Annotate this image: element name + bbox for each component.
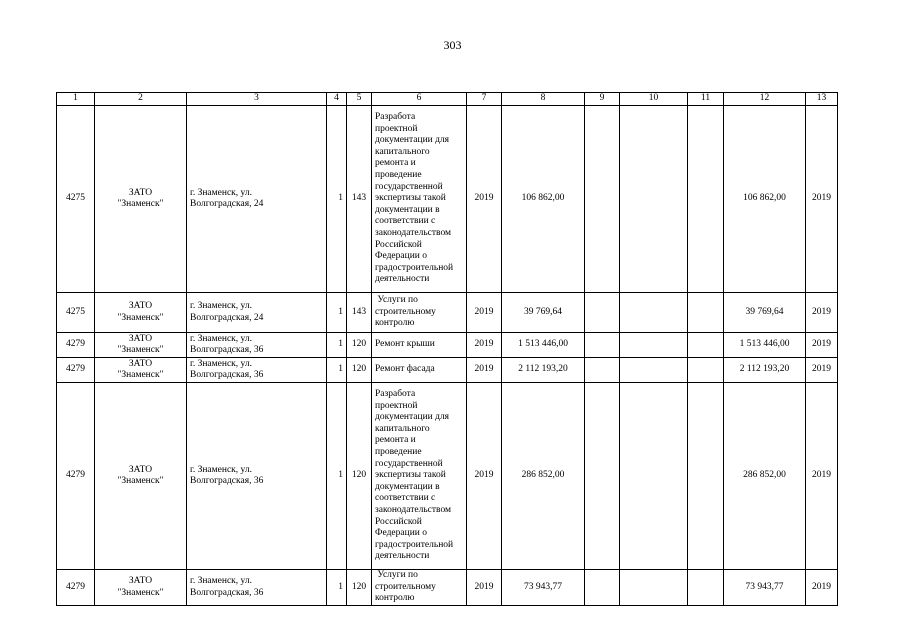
- cell-total-cost: 73 943,77: [502, 570, 585, 606]
- cell-col4: 1: [327, 383, 347, 570]
- cell-col4: 1: [327, 293, 347, 333]
- cell-year: 2019: [467, 293, 502, 333]
- work-type-line: проведение: [375, 170, 422, 181]
- cell-col5: 120: [347, 333, 372, 358]
- work-type-line: документации в: [375, 204, 440, 215]
- cell-municipality: [95, 383, 187, 570]
- column-header: 13: [806, 93, 838, 106]
- cell-address: [187, 570, 327, 606]
- work-type-line: Федерации о: [375, 528, 427, 539]
- cell-col11: [688, 570, 724, 606]
- work-type-line: экспертизы такой: [375, 470, 446, 481]
- work-type-line: Услуги по: [375, 570, 418, 581]
- cell-work-type: [372, 383, 467, 570]
- work-type-line: градостроительной: [375, 539, 454, 550]
- cell-year: 2019: [467, 106, 502, 293]
- cell-address-line: г. Знаменск, ул.: [190, 333, 252, 344]
- cell-municipality-line: "Знаменск": [117, 476, 164, 486]
- work-type-line: законодательством: [375, 504, 452, 515]
- work-type-line: документации в: [375, 481, 440, 492]
- work-type-line: Федерации о: [375, 251, 427, 262]
- cell-municipality-line: ЗАТО: [128, 358, 153, 369]
- cell-year: 2019: [467, 358, 502, 383]
- cell-municipality-line: "Знаменск": [117, 370, 164, 380]
- cell-total-cost: 286 852,00: [502, 383, 585, 570]
- column-header: 4: [327, 93, 347, 106]
- cell-col11: [688, 106, 724, 293]
- cell-municipality: [95, 333, 187, 358]
- cell-municipality-line: "Знаменск": [117, 587, 164, 598]
- column-header: 1: [57, 93, 95, 106]
- cell-municipality-line: ЗАТО: [128, 464, 153, 475]
- work-type-line: документации для: [375, 412, 450, 423]
- cell-col13-year: 2019: [806, 333, 838, 358]
- cell-address-line: Волгоградская, 36: [190, 587, 264, 598]
- cell-col13-year: 2019: [806, 293, 838, 333]
- cell-total-cost: 106 862,00: [502, 106, 585, 293]
- cell-object-id: 4275: [57, 293, 95, 333]
- cell-year: 2019: [467, 570, 502, 606]
- cell-col4: 1: [327, 570, 347, 606]
- cell-col10: [620, 358, 688, 383]
- cell-col11: [688, 383, 724, 570]
- cell-col12-cost: 106 862,00: [724, 106, 806, 293]
- cell-object-id: 4275: [57, 106, 95, 293]
- cell-address: [187, 293, 327, 333]
- column-header: 5: [347, 93, 372, 106]
- work-type-line: законодательством: [375, 227, 452, 238]
- column-header: 7: [467, 93, 502, 106]
- work-type-line: экспертизы такой: [375, 193, 446, 204]
- cell-work-type: [372, 333, 467, 358]
- cell-col12-cost: 39 769,64: [724, 293, 806, 333]
- cell-col5: 120: [347, 358, 372, 383]
- cell-col12-cost: 73 943,77: [724, 570, 806, 606]
- column-header: 10: [620, 93, 688, 106]
- cell-municipality: [95, 358, 187, 383]
- cell-address: [187, 358, 327, 383]
- column-header: 12: [724, 93, 806, 106]
- work-type-line: Услуги по: [375, 295, 418, 306]
- work-type-line: Разработа: [375, 112, 416, 123]
- column-header: 9: [585, 93, 620, 106]
- cell-address-line: г. Знаменск, ул.: [190, 464, 252, 475]
- table-row: [57, 106, 838, 293]
- cell-col13-year: 2019: [806, 358, 838, 383]
- cell-object-id: 4279: [57, 333, 95, 358]
- cell-col11: [688, 293, 724, 333]
- cell-total-cost: 39 769,64: [502, 293, 585, 333]
- table-row: [57, 333, 838, 358]
- cell-municipality-line: ЗАТО: [128, 301, 153, 311]
- work-type-line: ремонта и: [375, 158, 416, 169]
- work-type-line: Разработа: [375, 389, 416, 400]
- column-number-row: [57, 93, 838, 106]
- cell-col12-cost: 1 513 446,00: [724, 333, 806, 358]
- work-type-line: проектной: [375, 123, 418, 134]
- work-type-line: контролю: [375, 318, 415, 329]
- cell-address: [187, 383, 327, 570]
- cell-address-line: г. Знаменск, ул.: [190, 187, 252, 198]
- work-type-line: капитального: [375, 423, 430, 434]
- cell-municipality-line: ЗАТО: [128, 333, 153, 344]
- cell-col5: 120: [347, 570, 372, 606]
- cell-col10: [620, 106, 688, 293]
- work-type-line: деятельности: [375, 274, 430, 285]
- cell-address-line: Волгоградская, 24: [190, 199, 264, 209]
- cell-col9: [585, 106, 620, 293]
- cell-object-id: 4279: [57, 358, 95, 383]
- column-header: 8: [502, 93, 585, 106]
- work-type-line: деятельности: [375, 551, 430, 562]
- cell-col10: [620, 333, 688, 358]
- cell-col10: [620, 570, 688, 606]
- cell-object-id: 4279: [57, 570, 95, 606]
- work-type-line: государственной: [375, 458, 443, 469]
- cell-municipality-line: "Знаменск": [117, 312, 164, 323]
- work-type-line: контролю: [375, 593, 415, 604]
- cell-col9: [585, 358, 620, 383]
- work-type-line: соответствии с: [375, 493, 436, 504]
- cell-col9: [585, 293, 620, 333]
- cell-col9: [585, 333, 620, 358]
- work-type-line: проектной: [375, 400, 418, 411]
- work-type-line: государственной: [375, 181, 443, 192]
- column-header: 2: [95, 93, 187, 106]
- cell-municipality-line: ЗАТО: [128, 187, 153, 198]
- cell-col9: [585, 383, 620, 570]
- cell-col13-year: 2019: [806, 106, 838, 293]
- cell-col11: [688, 358, 724, 383]
- cell-col5: 120: [347, 383, 372, 570]
- work-type-line: соответствии с: [375, 216, 436, 227]
- cell-col11: [688, 333, 724, 358]
- table-row: [57, 383, 838, 570]
- cell-address: [187, 333, 327, 358]
- cell-address-line: г. Знаменск, ул.: [190, 301, 252, 311]
- cell-address-line: Волгоградская, 36: [190, 345, 264, 355]
- cell-municipality-line: "Знаменск": [117, 345, 164, 355]
- cell-col13-year: 2019: [806, 570, 838, 606]
- cell-col4: 1: [327, 333, 347, 358]
- cell-address-line: Волгоградская, 36: [190, 476, 264, 486]
- cell-total-cost: 2 112 193,20: [502, 358, 585, 383]
- work-type-line: Ремонт крыши: [375, 339, 435, 350]
- work-type-line: документации для: [375, 135, 450, 146]
- cell-year: 2019: [467, 333, 502, 358]
- cell-col10: [620, 293, 688, 333]
- cell-total-cost: 1 513 446,00: [502, 333, 585, 358]
- table-row: [57, 293, 838, 333]
- cell-col12-cost: 286 852,00: [724, 383, 806, 570]
- cell-address-line: г. Знаменск, ул.: [190, 358, 252, 369]
- cell-object-id: 4279: [57, 383, 95, 570]
- cell-col13-year: 2019: [806, 383, 838, 570]
- cell-col9: [585, 570, 620, 606]
- cell-address-line: Волгоградская, 36: [190, 370, 264, 380]
- work-type-line: капитального: [375, 146, 430, 157]
- work-type-line: ремонта и: [375, 435, 416, 446]
- cell-year: 2019: [467, 383, 502, 570]
- column-header: 6: [372, 93, 467, 106]
- cell-municipality-line: ЗАТО: [128, 576, 153, 586]
- column-header: 11: [688, 93, 724, 106]
- cell-col10: [620, 383, 688, 570]
- column-header: 3: [187, 93, 327, 106]
- cell-col5: 143: [347, 293, 372, 333]
- cell-municipality-line: "Знаменск": [117, 199, 164, 209]
- page-number: 303: [443, 38, 462, 52]
- work-type-line: строительному: [375, 581, 436, 592]
- cell-work-type: [372, 293, 467, 333]
- cell-municipality: [95, 570, 187, 606]
- cell-work-type: [372, 106, 467, 293]
- cell-address-line: Волгоградская, 24: [190, 312, 264, 323]
- work-type-line: проведение: [375, 447, 422, 458]
- cell-work-type: [372, 358, 467, 383]
- cell-col12-cost: 2 112 193,20: [724, 358, 806, 383]
- work-type-line: Российской: [375, 516, 422, 527]
- cell-municipality: [95, 106, 187, 293]
- table-row: [57, 570, 838, 606]
- cell-work-type: [372, 570, 467, 606]
- cell-municipality: [95, 293, 187, 333]
- cell-address-line: г. Знаменск, ул.: [190, 576, 252, 586]
- work-type-line: строительному: [375, 306, 436, 317]
- cell-col5: 143: [347, 106, 372, 293]
- work-type-line: Российской: [375, 239, 422, 250]
- cell-col4: 1: [327, 106, 347, 293]
- register-table: [56, 92, 838, 606]
- work-type-line: градостроительной: [375, 262, 454, 273]
- cell-address: [187, 106, 327, 293]
- table-row: [57, 358, 838, 383]
- work-type-line: Ремонт фасада: [375, 364, 435, 375]
- cell-col4: 1: [327, 358, 347, 383]
